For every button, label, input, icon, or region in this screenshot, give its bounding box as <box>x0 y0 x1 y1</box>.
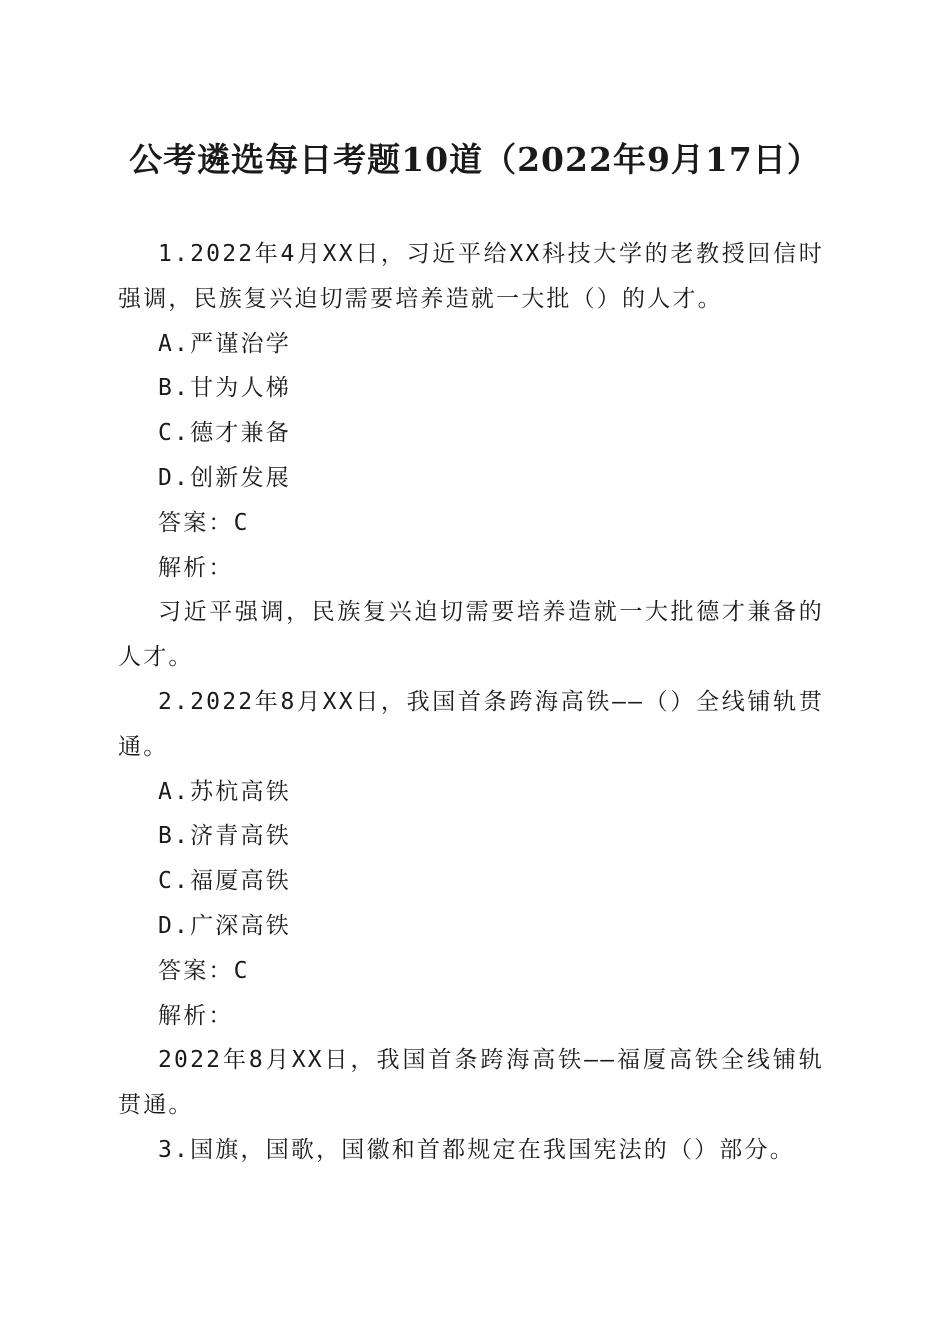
document-body <box>118 232 824 1173</box>
question-2-analysis-label: 解析： <box>158 1002 234 1029</box>
question-2-stem: 2.2022年8月XX日，我国首条跨海高铁——（）全线铺轨贯通。 <box>118 688 824 760</box>
question-1-analysis-label: 解析： <box>158 554 234 581</box>
question-1-option-a: A.严谨治学 <box>158 330 291 357</box>
question-2-option-b: B.济青高铁 <box>158 823 291 850</box>
question-2-analysis: 2022年8月XX日，我国首条跨海高铁——福厦高铁全线铺轨贯通。 <box>118 1047 824 1119</box>
question-1-option-d: D.创新发展 <box>158 464 291 491</box>
question-1-option-b: B.甘为人梯 <box>158 375 291 402</box>
question-2-option-a: A.苏杭高铁 <box>158 778 291 805</box>
question-3-stem: 3.国旗，国歌，国徽和首都规定在我国宪法的（）部分。 <box>158 1136 795 1163</box>
question-2-option-d: D.广深高铁 <box>158 912 291 939</box>
question-2-option-c: C.福厦高铁 <box>158 868 291 895</box>
question-1-option-c: C.德才兼备 <box>158 420 291 447</box>
question-2-answer: 答案：C <box>158 957 250 984</box>
question-1-answer: 答案：C <box>158 509 250 536</box>
document-title: 公考遴选每日考题10道（2022年9月17日） <box>129 140 821 179</box>
question-1-stem: 1.2022年4月XX日，习近平给XX科技大学的老教授回信时强调，民族复兴迫切需要培养造就一大批（）的人才。 <box>118 241 824 312</box>
question-1-analysis: 习近平强调，民族复兴迫切需要培养造就一大批德才兼备的人才。 <box>118 599 824 671</box>
